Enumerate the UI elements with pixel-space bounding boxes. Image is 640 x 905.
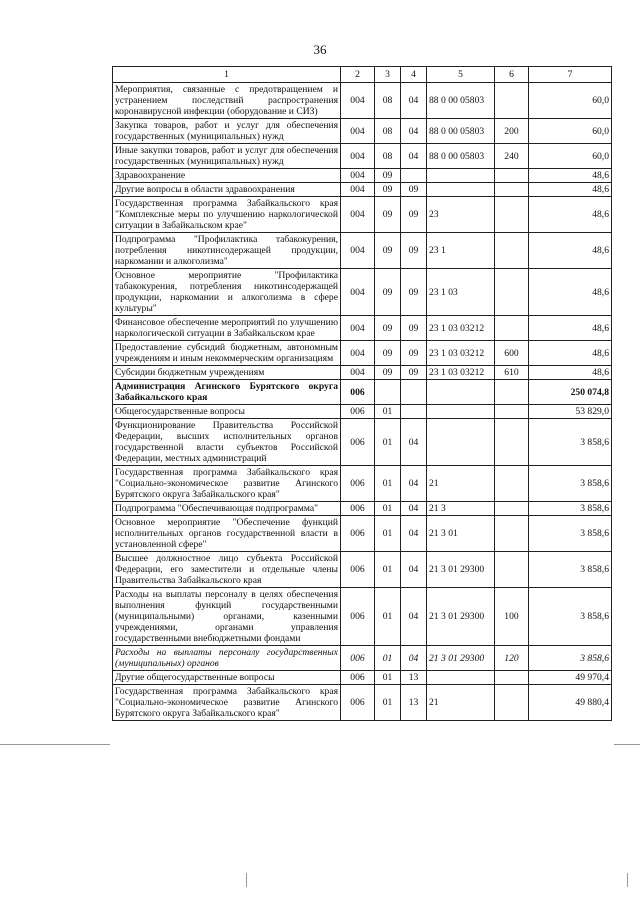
ministry-code-cell: 004 <box>341 269 375 316</box>
subsection-cell: 09 <box>401 233 427 269</box>
ministry-code-cell: 004 <box>341 341 375 366</box>
row-name-cell: Администрация Агинского Бурятского округа Забайкальского края <box>113 380 341 405</box>
budget-table <box>112 66 612 721</box>
section-cell: 09 <box>375 233 401 269</box>
amount-cell: 49 880,4 <box>529 685 612 721</box>
subsection-cell: 09 <box>401 366 427 380</box>
subsection-cell <box>401 380 427 405</box>
subsection-cell: 04 <box>401 419 427 466</box>
target-article-cell: 21 3 <box>427 502 495 516</box>
ministry-code-cell: 006 <box>341 516 375 552</box>
column-header: 1 <box>113 67 341 83</box>
ministry-code-cell: 006 <box>341 685 375 721</box>
target-article-cell: 23 1 03 03212 <box>427 366 495 380</box>
margin-line <box>614 744 640 745</box>
table-row <box>113 405 612 419</box>
expense-type-cell <box>495 380 529 405</box>
column-header: 6 <box>495 67 529 83</box>
section-cell: 01 <box>375 671 401 685</box>
column-header: 3 <box>375 67 401 83</box>
table-row <box>113 466 612 502</box>
target-article-cell: 21 3 01 29300 <box>427 646 495 671</box>
ministry-code-cell: 006 <box>341 588 375 646</box>
row-name-cell: Подпрограмма "Профилактика табакокурения, потребления никотинсодержащей продукции, наркомании и алкоголизма" <box>113 233 341 269</box>
amount-cell: 48,6 <box>529 316 612 341</box>
row-name-cell: Финансовое обеспечение мероприятий по улучшению наркологической ситуации в Забайкальском крае <box>113 316 341 341</box>
table-row <box>113 269 612 316</box>
row-name-cell: Иные закупки товаров, работ и услуг для обеспечения государственных (муниципальных) нужд <box>113 144 341 169</box>
row-name-cell: Субсидии бюджетным учреждениям <box>113 366 341 380</box>
ministry-code-cell: 004 <box>341 144 375 169</box>
ministry-code-cell: 004 <box>341 316 375 341</box>
row-name-cell: Высшее должностное лицо субъекта Российской Федерации, его заместители и отдельные члены Правительства Забайкальского края <box>113 552 341 588</box>
row-name-cell: Государственная программа Забайкальского края "Социально-экономическое развитие Агинского Бурятского округа Забайкальского края" <box>113 685 341 721</box>
section-cell: 01 <box>375 646 401 671</box>
amount-cell: 3 858,6 <box>529 552 612 588</box>
table-row <box>113 419 612 466</box>
ministry-code-cell: 004 <box>341 119 375 144</box>
expense-type-cell <box>495 169 529 183</box>
row-name-cell: Государственная программа Забайкальского края "Комплексные меры по улучшению наркологической ситуации в Забайкальском крае" <box>113 197 341 233</box>
expense-type-cell <box>495 405 529 419</box>
target-article-cell: 88 0 00 05803 <box>427 144 495 169</box>
table-row <box>113 685 612 721</box>
ministry-code-cell: 006 <box>341 419 375 466</box>
target-article-cell: 21 <box>427 685 495 721</box>
target-article-cell: 23 1 03 <box>427 269 495 316</box>
row-name-cell: Другие вопросы в области здравоохранения <box>113 183 341 197</box>
table-row <box>113 341 612 366</box>
target-article-cell <box>427 380 495 405</box>
table-row <box>113 516 612 552</box>
ministry-code-cell: 006 <box>341 552 375 588</box>
target-article-cell: 88 0 00 05803 <box>427 83 495 119</box>
row-name-cell: Подпрограмма "Обеспечивающая подпрограмма" <box>113 502 341 516</box>
target-article-cell: 21 <box>427 466 495 502</box>
expense-type-cell <box>495 419 529 466</box>
column-header: 4 <box>401 67 427 83</box>
section-cell: 09 <box>375 183 401 197</box>
target-article-cell: 21 3 01 <box>427 516 495 552</box>
expense-type-cell <box>495 466 529 502</box>
margin-line <box>0 744 110 745</box>
table-row <box>113 144 612 169</box>
table-row <box>113 169 612 183</box>
section-cell: 01 <box>375 588 401 646</box>
amount-cell: 60,0 <box>529 83 612 119</box>
ministry-code-cell: 004 <box>341 197 375 233</box>
section-cell: 09 <box>375 366 401 380</box>
table-row <box>113 380 612 405</box>
section-cell: 09 <box>375 197 401 233</box>
subsection-cell <box>401 405 427 419</box>
ministry-code-cell: 004 <box>341 169 375 183</box>
subsection-cell: 04 <box>401 646 427 671</box>
section-cell: 09 <box>375 341 401 366</box>
table-header-row <box>113 67 612 83</box>
expense-type-cell: 600 <box>495 341 529 366</box>
subsection-cell: 04 <box>401 588 427 646</box>
row-name-cell: Общегосударственные вопросы <box>113 405 341 419</box>
amount-cell: 60,0 <box>529 144 612 169</box>
expense-type-cell: 610 <box>495 366 529 380</box>
column-header: 2 <box>341 67 375 83</box>
row-name-cell: Закупка товаров, работ и услуг для обеспечения государственных (муниципальных) нужд <box>113 119 341 144</box>
target-article-cell <box>427 183 495 197</box>
section-cell: 01 <box>375 419 401 466</box>
amount-cell: 3 858,6 <box>529 516 612 552</box>
ministry-code-cell: 006 <box>341 466 375 502</box>
ministry-code-cell: 004 <box>341 183 375 197</box>
amount-cell: 3 858,6 <box>529 502 612 516</box>
expense-type-cell <box>495 552 529 588</box>
target-article-cell: 23 1 03 03212 <box>427 341 495 366</box>
subsection-cell: 04 <box>401 144 427 169</box>
amount-cell: 48,6 <box>529 183 612 197</box>
amount-cell: 3 858,6 <box>529 588 612 646</box>
ministry-code-cell: 004 <box>341 233 375 269</box>
expense-type-cell <box>495 685 529 721</box>
ministry-code-cell: 006 <box>341 646 375 671</box>
subsection-cell: 09 <box>401 269 427 316</box>
expense-type-cell <box>495 233 529 269</box>
expense-type-cell <box>495 83 529 119</box>
amount-cell: 48,6 <box>529 169 612 183</box>
table-body <box>113 83 612 721</box>
expense-type-cell <box>495 502 529 516</box>
section-cell: 08 <box>375 144 401 169</box>
table-row <box>113 671 612 685</box>
amount-cell: 48,6 <box>529 366 612 380</box>
table-row <box>113 552 612 588</box>
subsection-cell <box>401 169 427 183</box>
target-article-cell <box>427 419 495 466</box>
expense-type-cell <box>495 671 529 685</box>
table-row <box>113 233 612 269</box>
table-row <box>113 119 612 144</box>
section-cell: 08 <box>375 119 401 144</box>
row-name-cell: Здравоохранение <box>113 169 341 183</box>
ministry-code-cell: 006 <box>341 380 375 405</box>
target-article-cell <box>427 405 495 419</box>
target-article-cell: 23 <box>427 197 495 233</box>
subsection-cell: 04 <box>401 516 427 552</box>
subsection-cell: 09 <box>401 316 427 341</box>
amount-cell: 53 829,0 <box>529 405 612 419</box>
amount-cell: 3 858,6 <box>529 466 612 502</box>
target-article-cell: 21 3 01 29300 <box>427 588 495 646</box>
ministry-code-cell: 006 <box>341 671 375 685</box>
table-row <box>113 502 612 516</box>
column-header: 5 <box>427 67 495 83</box>
page-number: 36 <box>313 42 327 57</box>
target-article-cell: 23 1 <box>427 233 495 269</box>
subsection-cell: 13 <box>401 685 427 721</box>
subsection-cell: 09 <box>401 183 427 197</box>
section-cell: 01 <box>375 466 401 502</box>
expense-type-cell <box>495 197 529 233</box>
expense-type-cell: 240 <box>495 144 529 169</box>
amount-cell: 48,6 <box>529 197 612 233</box>
subsection-cell: 04 <box>401 83 427 119</box>
amount-cell: 3 858,6 <box>529 419 612 466</box>
ministry-code-cell: 004 <box>341 83 375 119</box>
row-name-cell: Предоставление субсидий бюджетным, автономным учреждениям и иным некоммерческим организациям <box>113 341 341 366</box>
row-name-cell: Государственная программа Забайкальского края "Социально-экономическое развитие Агинского Бурятского округа Забайкальского края" <box>113 466 341 502</box>
expense-type-cell: 100 <box>495 588 529 646</box>
expense-type-cell <box>495 316 529 341</box>
section-cell: 01 <box>375 405 401 419</box>
table-row <box>113 646 612 671</box>
amount-cell: 49 970,4 <box>529 671 612 685</box>
ministry-code-cell: 004 <box>341 366 375 380</box>
row-name-cell: Другие общегосударственные вопросы <box>113 671 341 685</box>
subsection-cell: 09 <box>401 197 427 233</box>
section-cell: 09 <box>375 269 401 316</box>
expense-type-cell: 120 <box>495 646 529 671</box>
section-cell: 01 <box>375 552 401 588</box>
column-header: 7 <box>529 67 612 83</box>
amount-cell: 48,6 <box>529 233 612 269</box>
subsection-cell: 04 <box>401 119 427 144</box>
target-article-cell <box>427 671 495 685</box>
expense-type-cell <box>495 269 529 316</box>
ministry-code-cell: 006 <box>341 405 375 419</box>
expense-type-cell <box>495 516 529 552</box>
subsection-cell: 04 <box>401 502 427 516</box>
table-row <box>113 366 612 380</box>
amount-cell: 48,6 <box>529 269 612 316</box>
table-row <box>113 197 612 233</box>
ministry-code-cell: 006 <box>341 502 375 516</box>
subsection-cell: 09 <box>401 341 427 366</box>
subsection-cell: 04 <box>401 552 427 588</box>
amount-cell: 3 858,6 <box>529 646 612 671</box>
row-name-cell: Мероприятия, связанные с предотвращением и устранением последствий распространения коронавирусной инфекции (оборудование и СИЗ) <box>113 83 341 119</box>
row-name-cell: Функционирование Правительства Российской Федерации, высших исполнительных органов государственной власти субъектов Российской Федерации, местных администраций <box>113 419 341 466</box>
row-name-cell: Основное мероприятие "Профилактика табакокурения, потребления никотинсодержащей продукции, наркомании и алкоголизма в сфере культуры" <box>113 269 341 316</box>
section-cell: 09 <box>375 169 401 183</box>
section-cell: 01 <box>375 685 401 721</box>
amount-cell: 250 074,8 <box>529 380 612 405</box>
amount-cell: 48,6 <box>529 341 612 366</box>
margin-tick <box>627 873 628 887</box>
expense-type-cell <box>495 183 529 197</box>
target-article-cell: 88 0 00 05803 <box>427 119 495 144</box>
expense-type-cell: 200 <box>495 119 529 144</box>
table-row <box>113 183 612 197</box>
row-name-cell: Расходы на выплаты персоналу в целях обеспечения выполнения функций государственными (муниципальными) органами, казенными учреждениями, органами управления государственными внебюджетными фондами <box>113 588 341 646</box>
margin-tick <box>246 873 247 887</box>
target-article-cell <box>427 169 495 183</box>
subsection-cell: 13 <box>401 671 427 685</box>
section-cell <box>375 380 401 405</box>
row-name-cell: Основное мероприятие "Обеспечение функций исполнительных органов государственной власти в установленной сфере" <box>113 516 341 552</box>
subsection-cell: 04 <box>401 466 427 502</box>
section-cell: 09 <box>375 316 401 341</box>
target-article-cell: 23 1 03 03212 <box>427 316 495 341</box>
table-row <box>113 588 612 646</box>
section-cell: 01 <box>375 502 401 516</box>
table-row <box>113 83 612 119</box>
row-name-cell: Расходы на выплаты персоналу государственных (муниципальных) органов <box>113 646 341 671</box>
amount-cell: 60,0 <box>529 119 612 144</box>
table-row <box>113 316 612 341</box>
section-cell: 08 <box>375 83 401 119</box>
section-cell: 01 <box>375 516 401 552</box>
target-article-cell: 21 3 01 29300 <box>427 552 495 588</box>
